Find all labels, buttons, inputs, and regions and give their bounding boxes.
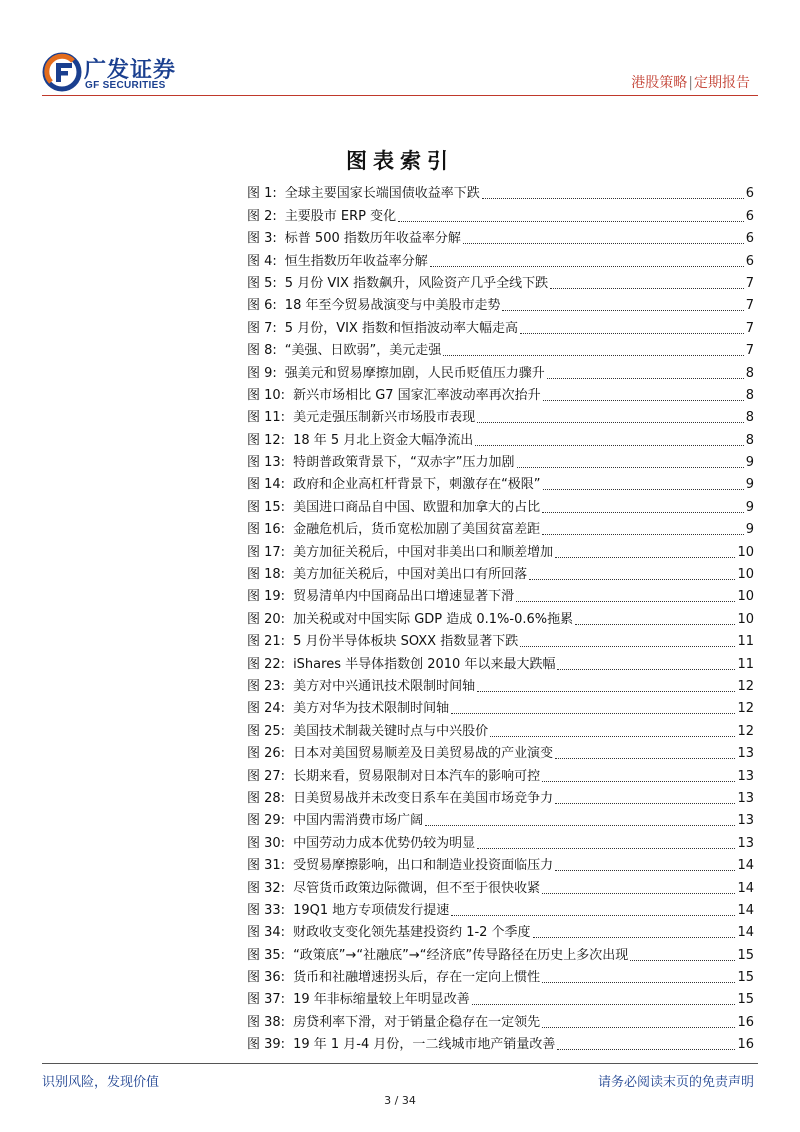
toc-leader-dots <box>555 803 735 804</box>
toc-page-number: 11 <box>737 634 754 650</box>
toc-figure-number: 图 16: <box>247 522 286 538</box>
toc-figure-title: 19 年非标缩量较上年明显改善 <box>293 992 470 1008</box>
toc-entry[interactable] <box>247 941 754 963</box>
toc-figure-number: 图 28: <box>247 790 286 806</box>
toc-figure-title: 5 月份 VIX 指数飙升，风险资产几乎全线下跌 <box>284 275 549 291</box>
toc-leader-dots <box>482 198 744 199</box>
toc-figure-number: 图 25: <box>247 723 286 739</box>
toc-figure-title: 18 年至今贸易战演变与中美股市走势 <box>284 298 501 314</box>
toc-leader-dots <box>575 624 735 625</box>
toc-page-number: 11 <box>737 656 754 672</box>
toc-entry[interactable] <box>247 852 754 874</box>
toc-figure-title: 政府和企业高杠杆背景下，刺激存在“极限” <box>293 477 541 493</box>
toc-figure-title: iShares 半导体指数创 2010 年以来最大跌幅 <box>293 656 556 672</box>
toc-leader-dots <box>555 557 735 558</box>
footer-divider <box>42 1063 758 1064</box>
toc-figure-title: 金融危机后，货币宽松加剧了美国贫富差距 <box>293 522 541 538</box>
toc-figure-number: 图 10: <box>247 387 286 403</box>
toc-entry[interactable] <box>247 270 754 292</box>
toc-figure-title: 贸易清单内中国商品出口增速显著下滑 <box>293 589 515 605</box>
toc-leader-dots <box>630 960 735 961</box>
toc-figure-title: 特朗普政策背景下，“双赤字”压力加剧 <box>293 455 515 471</box>
toc-leader-dots <box>463 243 744 244</box>
page-title: 图表索引 <box>346 149 454 173</box>
toc-leader-dots <box>547 378 744 379</box>
toc-leader-dots <box>542 1027 735 1028</box>
toc-figure-title: 标普 500 指数历年收益率分解 <box>284 231 461 247</box>
toc-page-number: 12 <box>737 723 754 739</box>
toc-leader-dots <box>477 691 735 692</box>
toc-page-number: 14 <box>737 925 754 941</box>
toc-leader-dots <box>443 355 743 356</box>
toc-page-number: 10 <box>737 611 754 627</box>
toc-figure-number: 图 21: <box>247 634 286 650</box>
report-type-separator: | <box>688 75 693 91</box>
toc-leader-dots <box>542 982 735 983</box>
toc-leader-dots <box>520 333 744 334</box>
toc-figure-number: 图 6: <box>247 298 277 314</box>
toc-figure-title: 主要股市 ERP 变化 <box>284 208 397 224</box>
toc-leader-dots <box>529 579 735 580</box>
toc-leader-dots <box>517 467 744 468</box>
toc-entry[interactable] <box>247 964 754 986</box>
toc-page-number: 6 <box>745 186 754 202</box>
toc-entry[interactable] <box>247 382 754 404</box>
toc-figure-title: 长期来看，贸易限制对日本汽车的影响可控 <box>293 768 541 784</box>
toc-figure-number: 图 39: <box>247 1037 286 1053</box>
toc-figure-number: 图 34: <box>247 925 286 941</box>
brand-logo <box>42 52 192 96</box>
toc-page-number: 12 <box>737 701 754 717</box>
toc-page-number: 13 <box>737 813 754 829</box>
toc-figure-number: 图 9: <box>247 365 277 381</box>
toc-leader-dots <box>520 646 735 647</box>
toc-entry[interactable] <box>247 180 754 202</box>
toc-page-number: 12 <box>737 678 754 694</box>
toc-leader-dots <box>516 601 735 602</box>
toc-leader-dots <box>502 310 743 311</box>
toc-entry[interactable] <box>247 493 754 515</box>
toc-figure-title: 货币和社融增速拐头后，存在一定向上惯性 <box>293 970 541 986</box>
toc-page-number: 13 <box>737 746 754 762</box>
toc-figure-number: 图 4: <box>247 253 277 269</box>
toc-figure-title: 日美贸易战并未改变日系车在美国市场竞争力 <box>293 790 554 806</box>
toc-leader-dots <box>475 445 743 446</box>
toc-leader-dots <box>557 1049 735 1050</box>
toc-entry[interactable] <box>247 785 754 807</box>
toc-leader-dots <box>398 221 744 222</box>
toc-leader-dots <box>451 915 735 916</box>
toc-figure-number: 图 19: <box>247 589 286 605</box>
toc-page-number: 8 <box>745 410 754 426</box>
toc-entry[interactable] <box>247 471 754 493</box>
toc-leader-dots <box>430 266 744 267</box>
toc-leader-dots <box>555 870 735 871</box>
toc-entry[interactable] <box>247 202 754 224</box>
toc-page-number: 16 <box>737 1037 754 1053</box>
toc-figure-title: 美元走强压制新兴市场股市表现 <box>293 410 476 426</box>
toc-figure-number: 图 17: <box>247 544 286 560</box>
page-number: 3 / 34 <box>384 1094 416 1107</box>
toc-figure-title: 美方对中兴通讯技术限制时间轴 <box>293 678 476 694</box>
toc-page-number: 8 <box>745 365 754 381</box>
toc-entry[interactable] <box>247 829 754 851</box>
toc-page-number: 8 <box>745 387 754 403</box>
toc-figure-number: 图 22: <box>247 656 286 672</box>
toc-figure-title: 日本对美国贸易顺差及日美贸易战的产业演变 <box>293 746 554 762</box>
toc-figure-number: 图 23: <box>247 678 286 694</box>
toc-entry[interactable] <box>247 650 754 672</box>
toc-figure-number: 图 14: <box>247 477 286 493</box>
toc-figure-number: 图 2: <box>247 208 277 224</box>
toc-figure-number: 图 5: <box>247 275 277 291</box>
toc-page-number: 7 <box>745 343 754 359</box>
toc-figure-number: 图 20: <box>247 611 286 627</box>
toc-figure-title: 全球主要国家长端国债收益率下跌 <box>284 186 480 202</box>
toc-figure-title: 强美元和贸易摩擦加剧，人民币贬值压力骤升 <box>284 365 545 381</box>
toc-leader-dots <box>477 422 744 423</box>
toc-entry[interactable] <box>247 449 754 471</box>
toc-figure-title: 尽管货币政策边际微调，但不至于很快收紧 <box>293 880 541 896</box>
toc-figure-number: 图 27: <box>247 768 286 784</box>
toc-leader-dots <box>451 713 735 714</box>
toc-figure-title: 财政收支变化领先基建投资约 1-2 个季度 <box>293 925 531 941</box>
toc-entry[interactable] <box>247 337 754 359</box>
toc-leader-dots <box>472 1004 736 1005</box>
toc-figure-number: 图 8: <box>247 343 277 359</box>
toc-page-number: 10 <box>737 544 754 560</box>
gf-logo-icon <box>42 52 82 92</box>
toc-entry[interactable] <box>247 538 754 560</box>
toc-figure-title: 受贸易摩擦影响，出口和制造业投资面临压力 <box>293 858 554 874</box>
toc-figure-title: 美国进口商品自中国、欧盟和加拿大的占比 <box>293 499 541 515</box>
page-header <box>0 0 800 100</box>
toc-figure-title: 新兴市场相比 G7 国家汇率波动率再次抬升 <box>293 387 541 403</box>
toc-leader-dots <box>533 937 736 938</box>
toc-figure-number: 图 32: <box>247 880 286 896</box>
toc-entry[interactable] <box>247 807 754 829</box>
toc-entry[interactable] <box>247 426 754 448</box>
toc-entry[interactable] <box>247 314 754 336</box>
report-type <box>631 72 750 92</box>
toc-entry[interactable] <box>247 1008 754 1030</box>
toc-figure-number: 图 13: <box>247 455 286 471</box>
toc-figure-number: 图 12: <box>247 432 286 448</box>
toc-page-number: 7 <box>745 298 754 314</box>
toc-entry[interactable] <box>247 404 754 426</box>
toc-entry[interactable] <box>247 673 754 695</box>
toc-page-number: 15 <box>737 947 754 963</box>
toc-page-number: 14 <box>737 880 754 896</box>
toc-page-number: 7 <box>745 275 754 291</box>
toc-leader-dots <box>543 400 744 401</box>
toc-entry[interactable] <box>247 740 754 762</box>
toc-entry[interactable] <box>247 583 754 605</box>
toc-entry[interactable] <box>247 1031 754 1053</box>
toc-leader-dots <box>543 489 744 490</box>
brand-name-cn: 广发证券 <box>84 58 177 83</box>
toc-figure-title: 中国劳动力成本优势仍较为明显 <box>293 835 476 851</box>
toc-figure-title: “美强、日欧弱”，美元走强 <box>284 343 442 359</box>
toc-figure-number: 图 33: <box>247 902 286 918</box>
toc-page-number: 15 <box>737 992 754 1008</box>
toc-figure-title: 18 年 5 月北上资金大幅净流出 <box>293 432 474 448</box>
toc-figure-title: 美方加征关税后，中国对非美出口和顺差增加 <box>293 544 554 560</box>
toc-page-number: 9 <box>745 455 754 471</box>
toc-figure-title: 5 月份半导体板块 SOXX 指数显著下跌 <box>293 634 519 650</box>
toc-page-number: 15 <box>737 970 754 986</box>
toc-entry[interactable] <box>247 695 754 717</box>
brand-name-en: GF SECURITIES <box>85 80 166 91</box>
footer-slogan: 识别风险，发现价值 <box>42 1075 160 1090</box>
toc-page-number: 14 <box>737 858 754 874</box>
toc-figure-title: 中国内需消费市场广阔 <box>293 813 424 829</box>
toc-leader-dots <box>542 781 735 782</box>
report-kind: 定期报告 <box>694 75 750 91</box>
toc-entry[interactable] <box>247 919 754 941</box>
toc-page-number: 16 <box>737 1014 754 1030</box>
report-category: 港股策略 <box>631 75 688 91</box>
toc-page-number: 14 <box>737 902 754 918</box>
toc-figure-number: 图 37: <box>247 992 286 1008</box>
toc-entry[interactable] <box>247 605 754 627</box>
toc-entry[interactable] <box>247 225 754 247</box>
toc-entry[interactable] <box>247 986 754 1008</box>
toc-page-number: 8 <box>745 432 754 448</box>
toc-page-number: 13 <box>737 790 754 806</box>
toc-leader-dots <box>542 512 744 513</box>
toc-page-number: 6 <box>745 208 754 224</box>
toc-leader-dots <box>477 848 735 849</box>
toc-leader-dots <box>550 288 744 289</box>
toc-figure-title: 美国技术制裁关键时点与中兴股价 <box>293 723 489 739</box>
toc-entry[interactable] <box>247 897 754 919</box>
toc-figure-number: 图 15: <box>247 499 286 515</box>
figure-index-list <box>247 180 754 1053</box>
footer-disclaimer-note: 请务必阅读末页的免责声明 <box>597 1075 754 1090</box>
toc-figure-number: 图 29: <box>247 813 286 829</box>
toc-figure-title: 美方对华为技术限制时间轴 <box>293 701 450 717</box>
toc-figure-title: 房贷利率下滑，对于销量企稳存在一定领先 <box>293 1014 541 1030</box>
toc-page-number: 10 <box>737 589 754 605</box>
toc-page-number: 9 <box>745 477 754 493</box>
toc-leader-dots <box>555 758 735 759</box>
toc-figure-number: 图 36: <box>247 970 286 986</box>
toc-leader-dots <box>490 736 735 737</box>
toc-entry[interactable] <box>247 762 754 784</box>
toc-entry[interactable] <box>247 247 754 269</box>
toc-page-number: 10 <box>737 567 754 583</box>
toc-leader-dots <box>425 825 735 826</box>
toc-page-number: 7 <box>745 320 754 336</box>
toc-page-number: 13 <box>737 768 754 784</box>
toc-leader-dots <box>542 534 744 535</box>
toc-figure-number: 图 24: <box>247 701 286 717</box>
toc-entry[interactable] <box>247 516 754 538</box>
toc-figure-number: 图 7: <box>247 320 277 336</box>
toc-page-number: 6 <box>745 253 754 269</box>
toc-entry[interactable] <box>247 874 754 896</box>
toc-leader-dots <box>542 893 735 894</box>
toc-figure-title: 19Q1 地方专项债发行提速 <box>293 902 450 918</box>
toc-figure-number: 图 38: <box>247 1014 286 1030</box>
toc-figure-number: 图 30: <box>247 835 286 851</box>
toc-leader-dots <box>557 669 735 670</box>
toc-figure-number: 图 1: <box>247 186 277 202</box>
toc-entry[interactable] <box>247 628 754 650</box>
toc-entry[interactable] <box>247 717 754 739</box>
toc-entry[interactable] <box>247 292 754 314</box>
toc-figure-title: 恒生指数历年收益率分解 <box>284 253 428 269</box>
toc-figure-number: 图 26: <box>247 746 286 762</box>
toc-figure-title: “政策底”→“社融底”→“经济底”传导路径在历史上多次出现 <box>293 947 629 963</box>
toc-figure-title: 5 月份，VIX 指数和恒指波动率大幅走高 <box>284 320 518 336</box>
toc-page-number: 6 <box>745 231 754 247</box>
toc-entry[interactable] <box>247 561 754 583</box>
toc-figure-number: 图 11: <box>247 410 286 426</box>
toc-figure-title: 19 年 1 月-4 月份，一二线城市地产销量改善 <box>293 1037 556 1053</box>
toc-figure-number: 图 35: <box>247 947 286 963</box>
toc-figure-number: 图 3: <box>247 231 277 247</box>
toc-page-number: 9 <box>745 499 754 515</box>
toc-figure-number: 图 31: <box>247 858 286 874</box>
header-divider <box>42 95 758 96</box>
toc-entry[interactable] <box>247 359 754 381</box>
toc-figure-number: 图 18: <box>247 567 286 583</box>
toc-figure-title: 加关税或对中国实际 GDP 造成 0.1%-0.6%拖累 <box>293 611 574 627</box>
toc-figure-title: 美方加征关税后，中国对美出口有所回落 <box>293 567 528 583</box>
toc-page-number: 13 <box>737 835 754 851</box>
toc-page-number: 9 <box>745 522 754 538</box>
